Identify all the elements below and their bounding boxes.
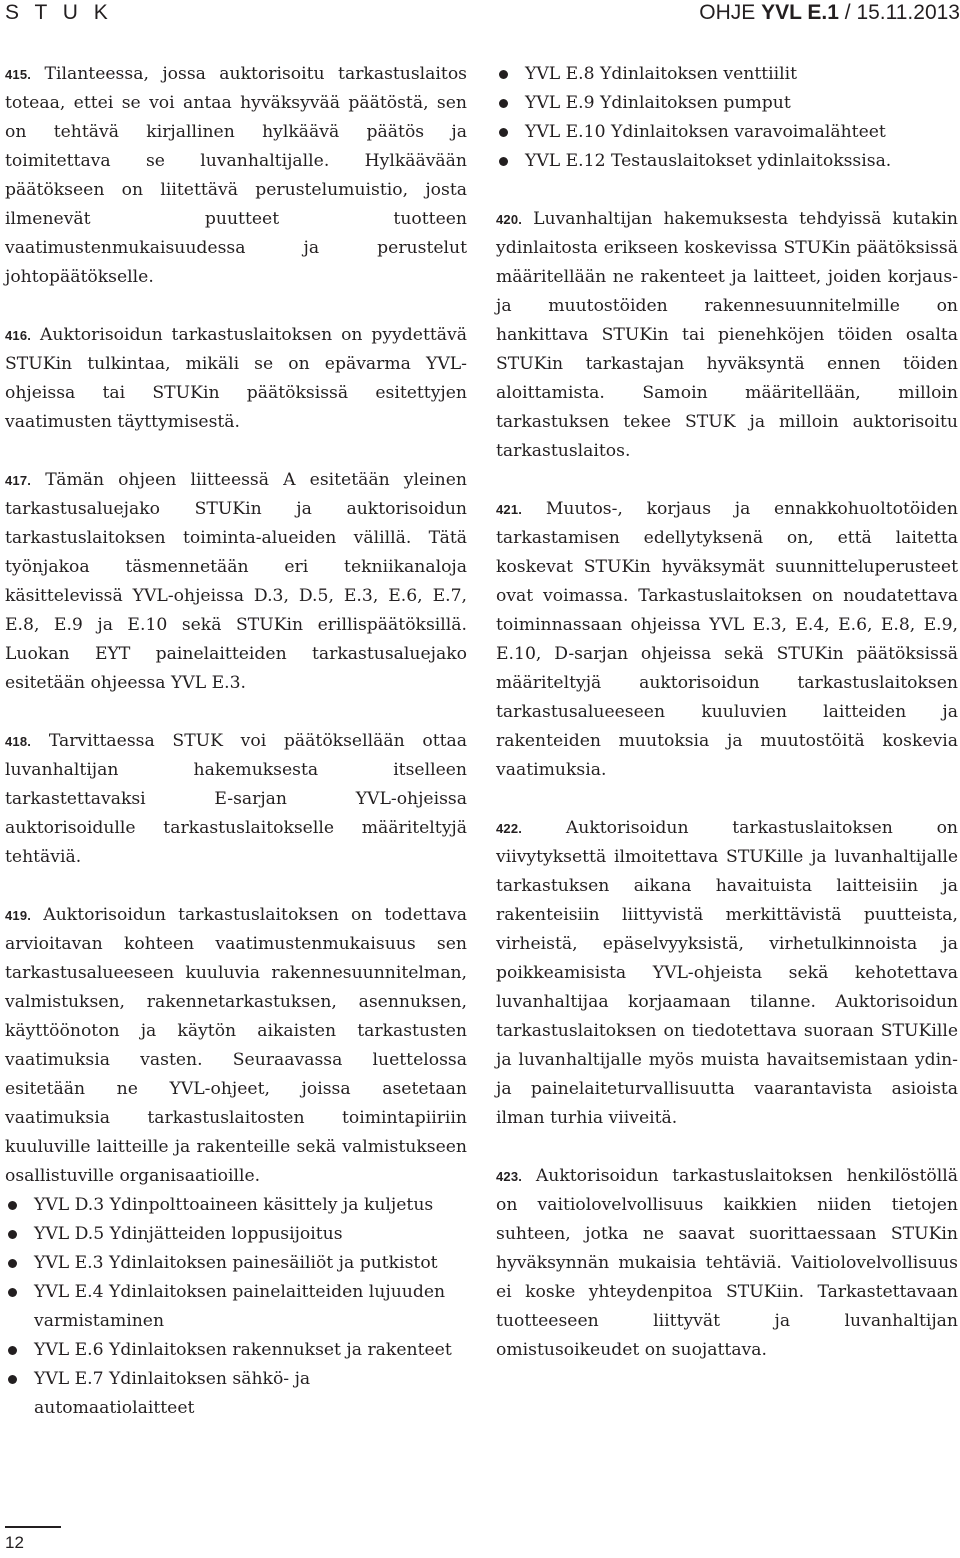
list-item: YVL E.6 Ydinlaitoksen rakennukset ja rakenteet: [5, 1336, 467, 1365]
list-item: YVL E.8 Ydinlaitoksen venttiilit: [496, 60, 958, 89]
list-item: YVL E.4 Ydinlaitoksen painelaitteiden lujuuden varmistaminen: [5, 1278, 467, 1336]
paragraph-416: [5, 321, 467, 437]
bullet-icon: [8, 1288, 17, 1297]
list-item: YVL E.12 Testauslaitokset ydinlaitokssisa.: [496, 147, 958, 176]
paragraph-text: Tilanteessa, jossa auktorisoitu tarkastuslaitos toteaa, ettei se voi antaa hyväksyvää päätöstä, sen on tehtävä kirjallinen hylkäävä päätös ja toimitettava se luvanhaltijalle. Hylkäävään päätökseen on liitettävä perustelumuistio, josta ilmenevät puutteet tuotteen vaatimustenmukaisuudessa ja perustelut johtopäätökselle.: [5, 64, 468, 287]
list-item: YVL E.9 Ydinlaitoksen pumput: [496, 89, 958, 118]
bullet-icon: [8, 1230, 17, 1239]
bullet-icon: [8, 1346, 17, 1355]
right-column: [496, 60, 958, 1365]
paragraph-421: [496, 495, 958, 785]
paragraph-text: Auktorisoidun tarkastuslaitoksen henkilöstöllä on vaitiolovelvollisuus kaikkien niiden tietojen suhteen, jotka ne saavat suorittaessaan STUKin hyväksynnän mukaisia tehtäviä. Vaitiolovelvollisuus ei koske yhteydenpitoa STUKiin. Tarkastettavaan tuotteeseen liittyvät ja luvanhaltijan omistusoikeudet on suojattava.: [496, 1166, 958, 1360]
brand-logo: S T U K: [5, 1, 113, 24]
doc-suffix: / 15.11.2013: [838, 1, 960, 24]
page-header: [0, 0, 960, 26]
paragraph-number: 418.: [5, 734, 32, 749]
paragraph-text: Auktorisoidun tarkastuslaitoksen on todettava arvioitavan kohteen vaatimustenmukaisuus sen tarkastusalueeseen kuuluvia rakennesuunnitelman, valmistuksen, rakennetarkastuksen, asennuksen, käyttöönoton ja käytön aikaisten tarkastusten vaatimuksia vasten. Seuraavassa luettelossa esitetään ne YVL-ohjeet, joissa asetetaan vaatimuksia tarkastuslaitosten toimintapiiriin kuuluville laitteille ja rakenteille sekä valmistukseen osallistuville organisaatioille.: [5, 905, 467, 1186]
list-item: YVL E.7 Ydinlaitoksen sähkö- ja automaatiolaitteet: [5, 1365, 467, 1423]
paragraph-number: 421.: [496, 502, 523, 517]
bullet-icon: [8, 1375, 17, 1384]
paragraph-number: 419.: [5, 908, 32, 923]
paragraph-text: Auktorisoidun tarkastuslaitoksen on viivytyksettä ilmoitettava STUKille ja luvanhaltijalle tarkastuksen aikana havaituista laitteisiin ja rakenteisiin liittyvistä merkittävistä puutteista, virheistä, epäselvyyksistä, virhetulkinnoista ja poikkeamisista YVL-ohjeista sekä kehotettava luvanhaltijaa korjaamaan tilanne. Auktorisoidun tarkastuslaitoksen on tiedotettava suoraan STUKille ja luvanhaltijalle myös muista havaitsemistaan ydin- ja painelaiteturvallisuutta vaarantavista asioista ilman turhia viiveitä.: [496, 818, 959, 1128]
paragraph-422: [496, 814, 958, 1133]
paragraph-417: [5, 466, 467, 698]
list-item: YVL D.5 Ydinjätteiden loppusijoitus: [5, 1220, 467, 1249]
guide-list-left: [5, 1191, 467, 1423]
doc-prefix: OHJE: [699, 1, 762, 24]
bullet-icon: [499, 157, 508, 166]
doc-code: YVL E.1: [761, 1, 839, 24]
bullet-icon: [499, 128, 508, 137]
paragraph-text: Tämän ohjeen liitteessä A esitetään yleinen tarkastusaluejako STUKin ja auktorisoidun tarkastuslaitoksen toiminta-alueiden välillä. Tätä työnjakoa täsmennetään eri tekniikanaloja käsittelevissä YVL-ohjeissa D.3, D.5, E.3, E.6, E.7, E.8, E.9 ja E.10 sekä STUKin erillispäätöksillä. Luokan EYT painelaitteiden tarkastusaluejako esitetään ohjeessa YVL E.3.: [5, 470, 467, 693]
paragraph-text: Auktorisoidun tarkastuslaitoksen on pyydettävä STUKin tulkintaa, mikäli se on epävarma YVL-ohjeissa tai STUKin päätöksissä esitettyjen vaatimusten täyttymisestä.: [5, 325, 467, 432]
footer-divider: [5, 1526, 61, 1528]
bullet-icon: [8, 1259, 17, 1268]
paragraph-number: 422.: [496, 821, 523, 836]
paragraph-415: [5, 60, 467, 292]
paragraph-text: Tarvittaessa STUK voi päätöksellään ottaa luvanhaltijan hakemuksesta itselleen tarkastettavaksi E-sarjan YVL-ohjeissa auktorisoidulle tarkastuslaitokselle määriteltyjä tehtäviä.: [5, 731, 467, 867]
paragraph-number: 417.: [5, 473, 32, 488]
list-item: YVL E.10 Ydinlaitoksen varavoimalähteet: [496, 118, 958, 147]
paragraph-419: [5, 901, 467, 1191]
guide-list-right: [496, 60, 958, 176]
document-id: [699, 1, 960, 25]
paragraph-text: Luvanhaltijan hakemuksesta tehdyissä kutakin ydinlaitosta erikseen koskevissa STUKin päätöksissä määritellään ne rakenteet ja laitteet, joiden korjaus- ja muutostöiden rakennesuunnitelmille on hankittava STUKin tai pienehköjen töiden osalta STUKin tarkastajan hyväksyntä ennen töiden aloittamista. Samoin määritellään, milloin tarkastuksen tekee STUK ja milloin auktorisoitu tarkastuslaitos.: [496, 209, 958, 461]
list-item: YVL D.3 Ydinpolttoaineen käsittely ja kuljetus: [5, 1191, 467, 1220]
paragraph-418: [5, 727, 467, 872]
paragraph-number: 423.: [496, 1169, 523, 1184]
bullet-icon: [499, 99, 508, 108]
paragraph-number: 420.: [496, 212, 523, 227]
paragraph-text: Muutos-, korjaus ja ennakkohuoltotöiden tarkastamisen edellytyksenä on, että laitetta koskevat STUKin hyväksymät suunnitteluperusteet ovat voimassa. Tarkastuslaitoksen on noudatettava toiminnassaan ohjeissa YVL E.3, E.4, E.6, E.8, E.9, E.10, D-sarjan ohjeissa sekä STUKin päätöksissä määriteltyjä auktorisoidun tarkastuslaitoksen tarkastusalueeseen kuuluvien laitteiden ja rakenteiden muutoksia ja muutostöitä koskevia vaatimuksia.: [496, 499, 958, 780]
bullet-icon: [499, 70, 508, 79]
left-column: [5, 60, 467, 1423]
paragraph-420: [496, 205, 958, 466]
paragraph-number: 415.: [5, 67, 32, 82]
bullet-icon: [8, 1201, 17, 1210]
page-number: 12: [5, 1533, 24, 1552]
paragraph-number: 416.: [5, 328, 32, 343]
list-item: YVL E.3 Ydinlaitoksen painesäiliöt ja putkistot: [5, 1249, 467, 1278]
paragraph-423: [496, 1162, 958, 1365]
